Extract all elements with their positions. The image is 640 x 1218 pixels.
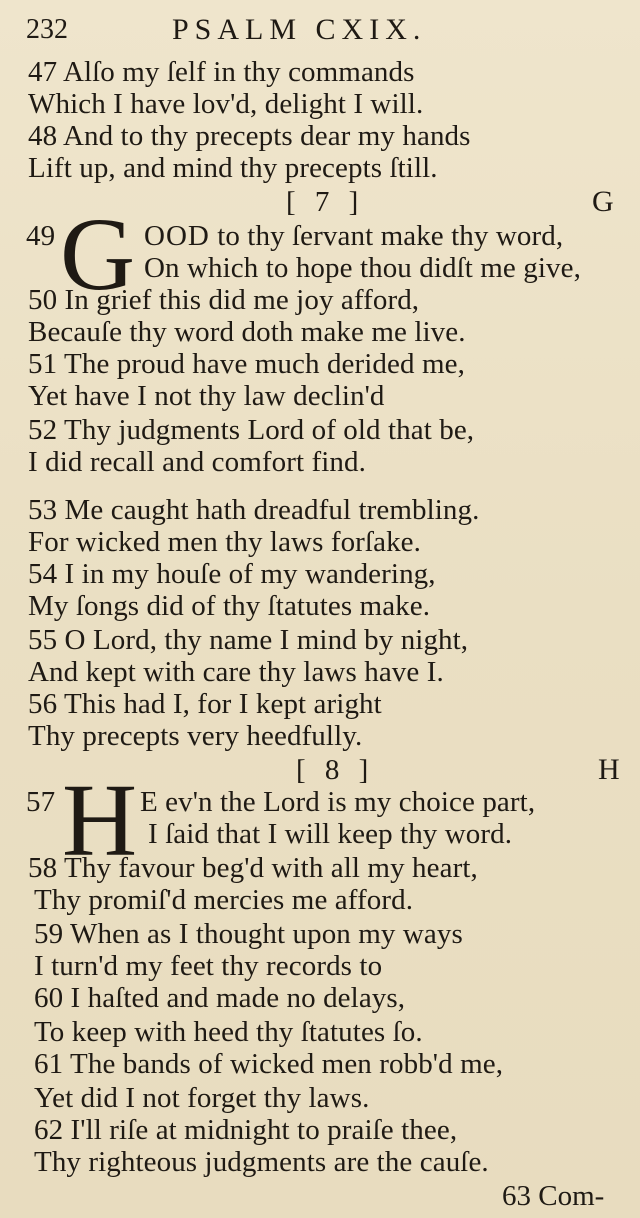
verse-line: My ſongs did of thy ſtatutes make.	[28, 590, 431, 622]
catchword: 63 Com-	[502, 1180, 605, 1212]
verse-line: Yet did I not forget thy laws.	[34, 1082, 370, 1114]
verse-line: To keep with heed thy ſtatutes ſo.	[34, 1016, 423, 1048]
drop-cap: G	[60, 197, 136, 312]
verse-line: I turn'd my feet thy records to	[34, 950, 383, 982]
first-word: OOD	[144, 220, 210, 252]
page-number: 232	[26, 14, 68, 45]
verse-line: Lift up, and mind thy precepts ſtill.	[28, 152, 438, 184]
section-number: [ 7 ]	[286, 186, 365, 218]
section-letter: G	[592, 185, 614, 218]
verse-line: 56 This had I, for I kept aright	[28, 688, 382, 720]
verse-number: 57	[26, 786, 56, 818]
verse-line: 60 I haſted and made no delays,	[34, 982, 406, 1014]
verse-line: 54 I in my houſe of my wandering,	[28, 558, 436, 590]
running-head: PSALM CXIX.	[172, 13, 427, 46]
verse-line: 61 The bands of wicked men robb'd me,	[34, 1048, 504, 1080]
verse-line: Thy precepts very heedfully.	[28, 720, 363, 752]
verse-line-rest: to thy ſervant make thy word,	[217, 220, 564, 252]
verse-line: 59 When as I thought upon my ways	[34, 918, 463, 950]
verse-line: 50 In grief this did me joy afford,	[28, 284, 420, 316]
verse-line: 53 Me caught hath dreadful trembling.	[28, 494, 480, 526]
verse-line: Yet have I not thy law declin'd	[28, 380, 385, 412]
verse-line: 62 I'll riſe at midnight to praiſe thee,	[34, 1114, 458, 1146]
verse-line: 52 Thy judgments Lord of old that be,	[28, 414, 475, 446]
verse-line: 48 And to thy precepts dear my hands	[28, 120, 471, 152]
verse-line: 51 The proud have much derided me,	[28, 348, 465, 380]
section-number: [ 8 ]	[296, 754, 375, 786]
verse-line	[144, 220, 563, 252]
verse-line: I did recall and comfort find.	[28, 446, 366, 478]
verse-line: Thy righteous judgments are the cauſe.	[34, 1146, 489, 1178]
verse-line: Thy promiſ'd mercies me afford.	[34, 884, 414, 916]
verse-line: 58 Thy favour beg'd with all my heart,	[28, 852, 478, 884]
verse-line: Which I have lov'd, delight I will.	[28, 88, 424, 120]
verse-line: On which to hope thou didſt me give,	[144, 252, 581, 284]
verse-line: 47 Alſo my ſelf in thy commands	[28, 56, 415, 88]
verse-number: 49	[26, 220, 56, 252]
verse-line: I ſaid that I will keep thy word.	[148, 818, 513, 850]
section-letter: H	[598, 753, 620, 786]
verse-line: E ev'n the Lord is my choice part,	[140, 786, 536, 818]
verse-line: And kept with care thy laws have I.	[28, 656, 444, 688]
drop-cap: H	[62, 763, 138, 878]
verse-line: For wicked men thy laws forſake.	[28, 526, 421, 558]
verse-line: Becauſe thy word doth make me live.	[28, 316, 466, 348]
verse-line: 55 O Lord, thy name I mind by night,	[28, 624, 469, 656]
